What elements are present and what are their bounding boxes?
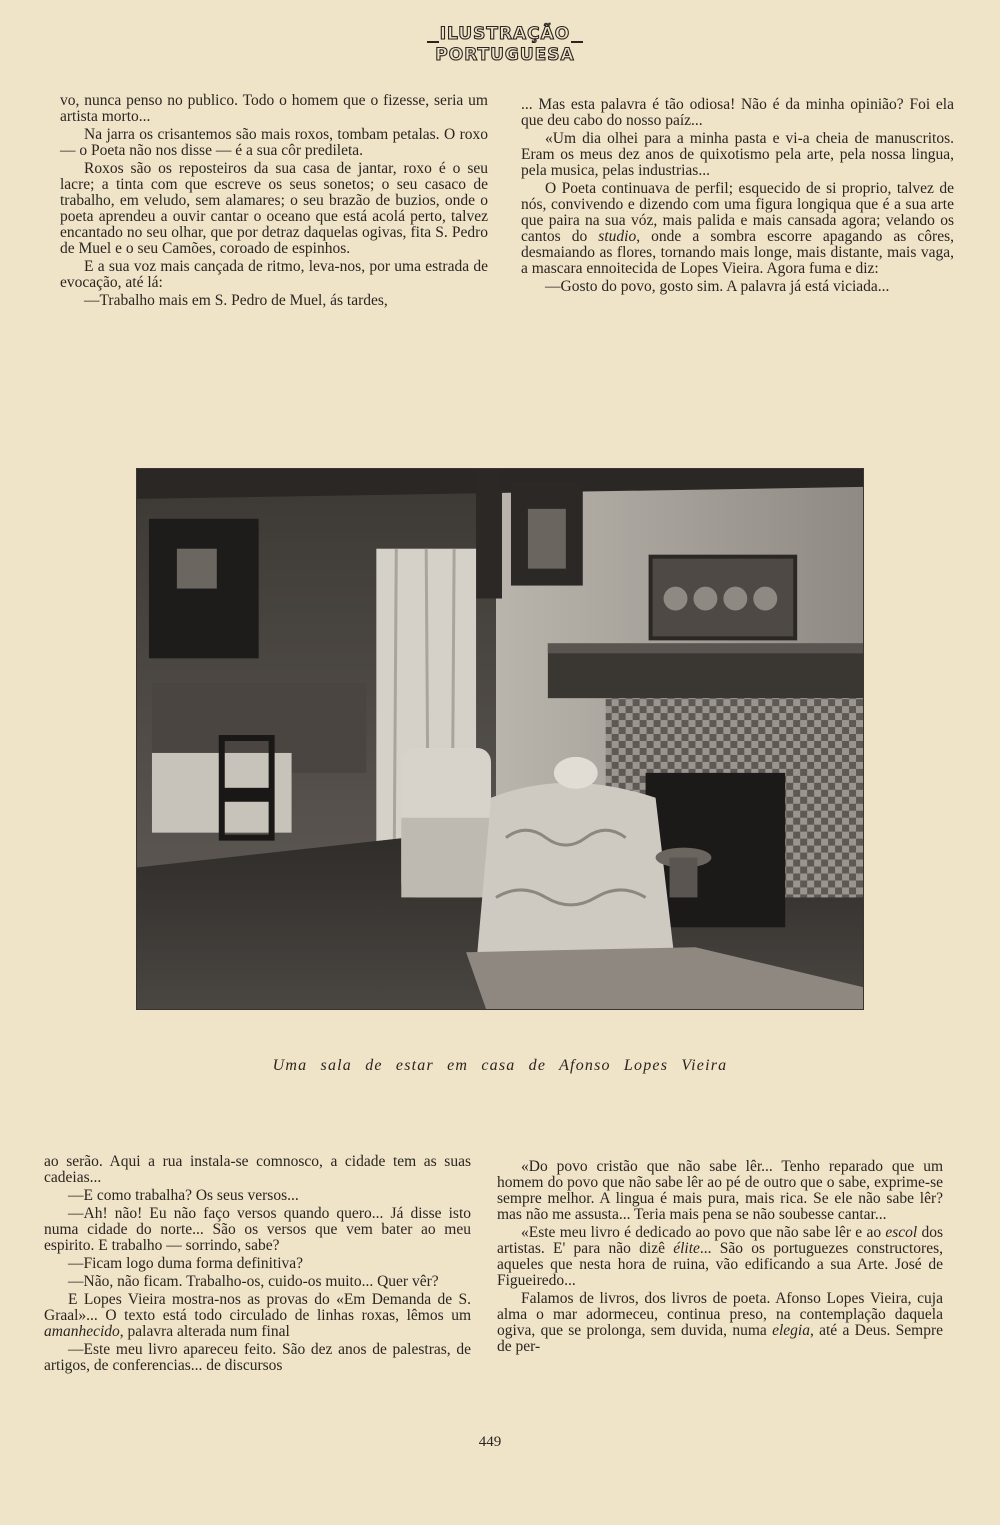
text-run: , onde a sombra escorre apagando as côres, desmaiando as flores, tornando mais longe, mais distante, mais vaga, a mascara ennoitecida de Lopes Vieira. Agora fuma e diz: bbox=[521, 228, 954, 277]
paragraph: Roxos são os reposteiros da sua casa de jantar, roxo é o seu lacre; a tinta com que escreve os seus sonetos; o seu casaco de trabalho, em veludo, sem alamares; o seu brazão de buzios, onde o poeta aprendeu a ouvir cantar o oceano que está acolá perto, talvez encantado no seu olhar, que por detraz daquelas ogivas, fita S. Pedro de Muel e o seu Camões, coroado de espinhos. bbox=[60, 160, 488, 257]
living-room-photo bbox=[136, 468, 864, 1010]
text-run: Falamos de livros, dos livros de poeta. Afonso Lopes Vieira, cuja alma o mar adormeceu, continua preso, na contemplação daquela ogiva, que se prolonga, sem duvida, numa bbox=[497, 1290, 943, 1339]
column-top-left bbox=[60, 93, 488, 311]
text-run: ... São os portuguezes constructores, aqueles que nesta hora de ruina, vão edificando a sua Arte. José de Figueiredo... bbox=[497, 1240, 944, 1289]
photo-caption: Uma sala de estar em casa de Afonso Lopes Vieira bbox=[272, 1057, 728, 1074]
paragraph: vo, nunca penso no publico. Todo o homem que o fizesse, seria um artista morto... bbox=[60, 92, 488, 125]
paragraph: —Ficam logo duma forma definitiva? bbox=[68, 1255, 304, 1272]
column-top-right bbox=[521, 97, 954, 297]
paragraph: —E como trabalha? Os seus versos... bbox=[68, 1187, 299, 1204]
text-run: dos artistas. E' para não dizê bbox=[497, 1224, 943, 1257]
paragraph bbox=[497, 1291, 943, 1355]
svg-text:PORTUGUESA: PORTUGUESA bbox=[435, 45, 575, 65]
text-run: , até a Deus. Sempre de per- bbox=[497, 1322, 944, 1355]
column-bottom-left bbox=[44, 1154, 471, 1376]
text-run: O Poeta continuava de perfil; esquecido de si proprio, talvez de nós, convivendo e dizendo com uma figura longiqua que é a sua arte que paira na sua vóz, mais palida e mais cansada agora; velando os cantos do bbox=[521, 180, 954, 245]
italic-word: amanhecido bbox=[44, 1323, 120, 1340]
paragraph bbox=[521, 181, 954, 277]
paragraph: —Este meu livro apareceu feito. São dez anos de palestras, de artigos, de conferencias... de discursos bbox=[44, 1341, 471, 1374]
text-run: , palavra alterada num final bbox=[119, 1323, 290, 1340]
paragraph: ao serão. Aqui a rua instala-se comnosco, a cidade tem as suas cadeias... bbox=[44, 1153, 471, 1186]
column-bottom-right bbox=[497, 1159, 943, 1357]
paragraph: —Ah! não! Eu não faço versos quando quero... Já disse isto numa cidade do norte... São os versos que vem bater ao meu espirito. E trabalho — sorrindo, sabe? bbox=[44, 1205, 471, 1254]
paragraph: E a sua voz mais cançada de ritmo, leva-nos, por uma estrada de evocação, até lá: bbox=[60, 258, 488, 291]
text-run: «Este meu livro é dedicado ao povo que não sabe lêr e ao bbox=[521, 1224, 882, 1241]
masthead-lettering bbox=[425, 18, 585, 66]
svg-text:ILUSTRAÇÃO: ILUSTRAÇÃO bbox=[439, 24, 571, 44]
paragraph: ... Mas esta palavra é tão odiosa! Não é da minha opinião? Foi ela que deu cabo do nosso paíz... bbox=[521, 96, 954, 129]
paragraph: «Do povo cristão que não sabe lêr... Tenho reparado que um homem do povo que não sabe lêr ao pé de outro que o sabe, exprime-se sempre melhor. A lingua é mais pura, mais rica. Se ele não sabe lêr? mas não me assusta... Teria mais pena se não soubesse cantar... bbox=[497, 1158, 943, 1223]
italic-word: escol bbox=[885, 1224, 918, 1241]
living-room-photo-illustration bbox=[137, 469, 863, 1009]
masthead-logo bbox=[425, 18, 585, 66]
text-run: E Lopes Vieira mostra-nos as provas do «Em Demanda de S. Graal»... O texto está todo circulado de linhas roxas, lêmos um bbox=[44, 1291, 471, 1324]
paragraph: —Trabalho mais em S. Pedro de Muel, ás tardes, bbox=[84, 292, 388, 309]
italic-word: studio bbox=[598, 228, 637, 245]
paragraph: «Um dia olhei para a minha pasta e vi-a cheia de manuscritos. Eram os meus dez anos de quixotismo pela arte, pela nossa lingua, pela musica, pelas industrias... bbox=[521, 130, 954, 179]
paragraph: —Não, não ficam. Trabalho-os, cuido-os muito... Quer vêr? bbox=[68, 1273, 439, 1290]
italic-word: élite bbox=[673, 1240, 700, 1257]
paragraph bbox=[497, 1225, 943, 1289]
italic-word: elegia bbox=[772, 1322, 810, 1339]
paragraph: —Gosto do povo, gosto sim. A palavra já está viciada... bbox=[545, 278, 890, 295]
page-number: 449 bbox=[478, 1434, 502, 1450]
paragraph bbox=[44, 1292, 471, 1340]
paragraph: Na jarra os crisantemos são mais roxos, tombam petalas. O roxo — o Poeta não nos disse — é a sua côr predileta. bbox=[60, 126, 488, 159]
